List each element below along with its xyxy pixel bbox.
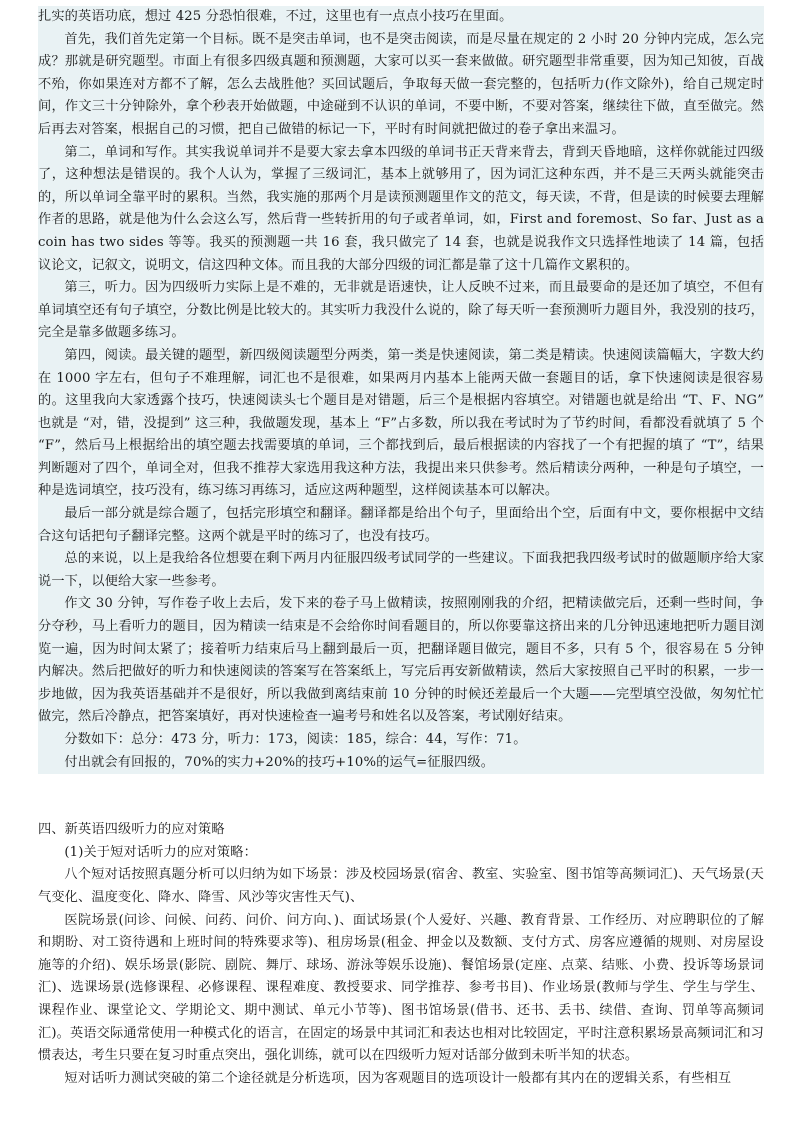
score-paragraph: 分数如下：总分：473 分，听力：173，阅读：185，综合：44，写作：71。 [64, 732, 527, 747]
paragraph: 第三，听力。因为四级听力实际上是不难的，无非就是语速快，让人反映不过来，而且最要命的是还加了填空，不但有单词填空还有句子填空，分数比例是比较大的。其实听力我没什么说的，除了每天听一套预测听力题目外，我没别的技巧，完全是靠多做题多练习。 [38, 280, 764, 341]
paragraph: 总的来说，以上是我给各位想要在剩下两月内征服四级考试同学的一些建议。下面我把我四级考试时的做题顺序给大家说一下，以便给大家一些参考。 [38, 551, 764, 589]
paragraph: 付出就会有回报的，70%的实力+20%的技巧+10%的运气=征服四级。 [64, 754, 495, 770]
paragraph: 首先，我们首先定第一个目标。既不是突击单词，也不是突击阅读，而是尽量在规定的 2 小时 20 分钟内完成，怎么完成？那就是研究题型。市面上有很多四级真题和预测题，大家可以买一套来做做。研究题型非常重要，因为知己知彼，百战不殆，你如果连对方都不了解，怎么去战胜他？买回试题后，争取每天做一套完整的，包括听力(作文除外)，给自己规定时间，作文三十分钟除外，拿个秒表开始做题，中途碰到不认识的单词，不要中断，不要对答案，继续往下做，直至做完。然后再去对答案，根据自己的习惯，把自己做错的标记一下，平时有时间就把做过的卷子拿出来温习。 [38, 31, 764, 137]
paragraph: 第四，阅读。最关键的题型，新四级阅读题型分两类，第一类是快速阅读，第二类是精读。快速阅读篇幅大，字数大约在 1000 字左右，但句子不难理解，词汇也不是很难，如果两月内基本上能两天做一套题目的话，拿下快速阅读是很容易的。这里我向大家透露个技巧，快速阅读头七个题目是对错题，后三个是根据内容填空。对错题也就是给出 “T、F、NG” 也就是 “对，错，没提到” 这三种，我做题发现，基本上 “F”占多数，所以我在考试时为了节约时间，看都没看就填了 5 个 “F”，然后马上根据给出的填空题去找需要填的单词，三个都找到后，最后根据读的内容找了一个有把握的填了 “T”，结果判断题对了四个，单词全对，但我不推荐大家选用我这种方法，我提出来只供参考。然后精读分两种，一种是句子填空，一种是选词填空，技巧没有，练习练习再练习，适应这两种题型，这样阅读基本可以解决。 [38, 347, 764, 499]
paragraph: 扎实的英语功底，想过 425 分恐怕很难，不过，这里也有一点点小技巧在里面。 [38, 9, 513, 24]
paragraph: 第二，单词和写作。其实我说单词并不是要大家去拿本四级的单词书正天背来背去，背到天昏地暗，这样你就能过四级了，这种想法是错误的。我个人认为，掌握了三级词汇，基本上就够用了，因为词汇这种东西，并不是三天两头就能突击的，所以单词全靠平时的累积。当然，我实施的那两个月是读预测题里作文的范文，每天读，不背，但是读的时候要去理解作者的思路，就是他为什么会这么写，然后背一些转折用的句子或者单词，如，First and foremost、So far、Just as a coin has two sides 等等。我买的预测题一共 16 套，我只做完了 14 套，也就是说我作文只选择性地读了 14 篇，包括议论文，记叙文，说明文，信这四种文体。而且我的大部分四级的词汇都是靠了这十几篇作文累积的。 [38, 144, 764, 273]
highlighted-section [38, 6, 764, 774]
paragraph: 作文 30 分钟，写作卷子收上去后，发下来的卷子马上做精读，按照刚刚我的介绍，把精读做完后，还剩一些时间，争分夺秒，马上看听力的题目，因为精读一结束是不会给你时间看题目的，所以你要靠这挤出来的几分钟迅速地把听力题目浏览一遍，因为时间太紧了；接着听力结束后马上翻到最后一页，把翻译题目做完，题目不多，只有 5 个，很容易在 5 分钟内解决。然后把做好的听力和快速阅读的答案写在答案纸上，写完后再安新做精读，然后大家按照自己平时的积累，一步一步地做，因为我英语基础并不是很好，所以我做到离结束前 10 分钟的时候还差最后一个大题——完型填空没做，匆匆忙忙做完，然后冷静点，把答案填好，再对快速检查一遍考号和姓名以及答案，考试刚好结束。 [38, 596, 764, 725]
spacer [38, 774, 764, 819]
paragraph: 八个短对话按照真题分析可以归纳为如下场景：涉及校园场景(宿舍、教室、实验室、图书馆等高频词汇)、天气场景(天气变化、温度变化、降水、降雪、风沙等灾害性天气)、 [38, 867, 764, 905]
section-heading: 四、新英语四级听力的应对策略 [38, 822, 225, 838]
paragraph: 最后一部分就是综合题了，包括完形填空和翻译。翻译都是给出个句子，里面给出个空，后面有中文，要你根据中文结合这句话把句子翻译完整。这两个就是平时的练习了，也没有技巧。 [38, 506, 764, 544]
paragraph: 短对话听力测试突破的第二个途径就是分析选项，因为客观题目的选项设计一般都有其内在的逻辑关系，有些相互 [64, 1070, 732, 1086]
sub-heading: (1)关于短对话听力的应对策略： [64, 844, 257, 860]
document-page [38, 6, 764, 1090]
paragraph: 医院场景(问诊、问候、问药、问价、问方向、)、面试场景(个人爱好、兴趣、教育背景、工作经历、对应聘职位的了解和期盼、对工资待遇和上班时间的特殊要求等)、租房场景(租金、押金以及数额、支付方式、房客应遵循的规则、对房屋设施等的介绍)、娱乐场景(影院、剧院、舞厅、球场、游泳等娱乐设施)、餐馆场景(定座、点菜、结账、小费、投诉等场景词汇)、选课场景(选修课程、必修课程、课程难度、教授要求、同学推荐、参考书目)、作业场景(教师与学生、学生与学生、课程作业、课堂论文、学期论文、期中测试、单元小节等)、图书馆场景(借书、还书、丢书、续借、查询、罚单等高频词汇)。英语交际通常使用一种模式化的语言，在固定的场景中其词汇和表达也相对比较固定，平时注意积累场景高频词汇和习惯表达，考生只要在复习时重点突出，强化训练，就可以在四级听力短对话部分做到未听半知的状态。 [38, 912, 764, 1064]
